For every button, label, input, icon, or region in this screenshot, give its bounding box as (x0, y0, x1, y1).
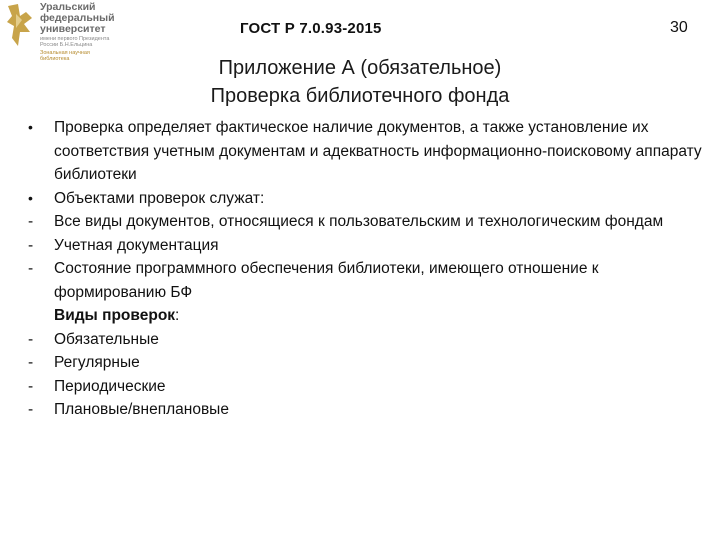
dash-marker: - (28, 330, 34, 348)
standard-reference: ГОСТ Р 7.0.93-2015 (240, 20, 382, 37)
logo-line-2: федеральный (40, 12, 115, 24)
check-types-label: Виды проверок (54, 307, 176, 324)
list-item-text: Регулярные (54, 354, 140, 371)
list-item-text: Состояние программного обеспечения библиотеки, имеющего отношение к формированию БФ (54, 260, 599, 301)
list-item (26, 187, 706, 211)
list-item-text: Обязательные (54, 330, 159, 348)
list-item (26, 398, 706, 422)
slide-title (150, 54, 570, 110)
check-types-colon: : (175, 307, 180, 324)
list-item-text: Учетная документация (54, 236, 219, 254)
dash-marker: - (28, 236, 34, 254)
list-item-text: Все виды документов, относящиеся к пользовательским и технологическим фондам (54, 213, 664, 230)
university-emblem-icon (4, 2, 36, 50)
list-item-text: Плановые/внеплановые (54, 401, 229, 418)
dash-marker: - (28, 377, 34, 395)
content-list (26, 116, 706, 422)
logo-line-6: Зональная научная (40, 50, 90, 56)
logo-line-3: университет (40, 23, 106, 35)
dash-marker: - (28, 213, 34, 230)
list-item (26, 116, 706, 187)
list-item (26, 210, 706, 234)
logo-line-4: имени первого Президента (40, 36, 110, 42)
page-number: 30 (670, 19, 688, 36)
list-item (26, 351, 706, 375)
list-item-heading (26, 304, 706, 328)
bullet-marker: • (28, 119, 33, 135)
list-item-text: Проверка определяет фактическое наличие документов, а также установление их соответствия учетным документам и адекватность информационно-поисковому аппарату библиотеки (54, 119, 702, 183)
title-line-1: Приложение А (обязательное) (218, 57, 502, 79)
list-item-text: Периодические (54, 377, 166, 395)
list-item (26, 328, 706, 352)
list-item (26, 257, 706, 304)
logo-line-7: библиотека (40, 56, 70, 62)
list-item (26, 234, 706, 258)
dash-marker: - (28, 260, 34, 277)
university-logo (4, 2, 164, 64)
list-item-text: Объектами проверок служат: (54, 189, 265, 207)
list-item (26, 375, 706, 399)
bullet-marker: • (28, 189, 33, 206)
logo-line-1: Уральский (40, 1, 96, 13)
dash-marker: - (28, 354, 34, 371)
logo-line-5: России Б.Н.Ельцина (40, 42, 93, 48)
title-line-2: Проверка библиотечного фонда (210, 85, 510, 107)
dash-marker: - (28, 401, 34, 418)
